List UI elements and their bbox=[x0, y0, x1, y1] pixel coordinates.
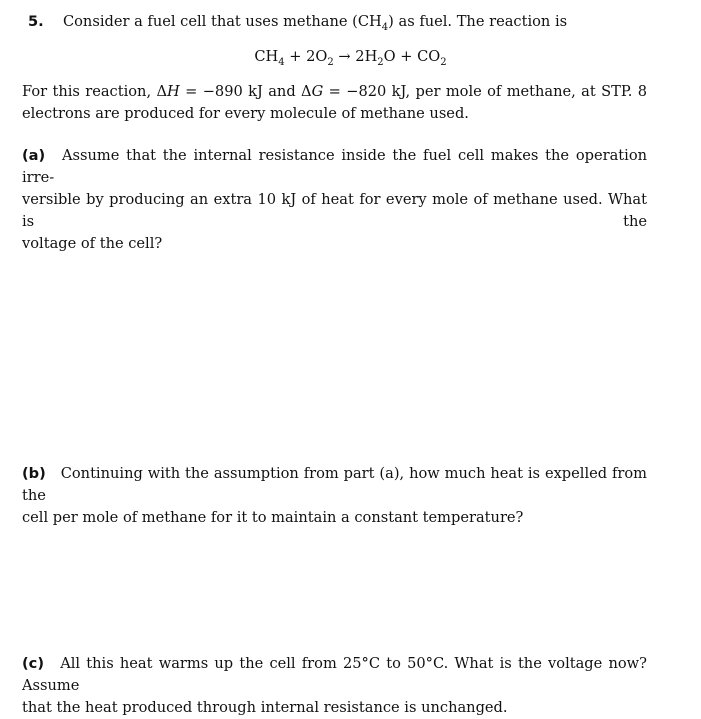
part-b-text-1: Continuing with the assumption from part (a), how much heat is expelled from the bbox=[22, 465, 648, 504]
given-gibbs-symbol: G bbox=[311, 83, 324, 100]
part-a-line-2: versible by producing an extra 10 kJ of heat for every mole of methane used. What is the bbox=[22, 191, 647, 230]
given-line-1 bbox=[22, 81, 647, 103]
part-a-text-1: Assume that the internal resistance inside the fuel cell makes the operation irre- bbox=[22, 147, 648, 186]
given-text-a: For this reaction, Δ bbox=[22, 83, 167, 100]
part-b-label: (b) bbox=[22, 465, 46, 482]
part-c-label: (c) bbox=[22, 655, 44, 672]
part-c bbox=[22, 653, 647, 719]
given-text-b: = −890 kJ and Δ bbox=[179, 83, 312, 100]
given-enthalpy-symbol: H bbox=[167, 83, 180, 100]
reaction-equation bbox=[0, 46, 701, 68]
part-c-line-2: that the heat produced through internal resistance is unchanged. bbox=[22, 699, 508, 716]
part-b-line-1 bbox=[22, 463, 647, 507]
eq-o-co: O + CO bbox=[383, 48, 441, 65]
eq-arrow: → bbox=[333, 48, 356, 65]
eq-ch: CH bbox=[254, 48, 279, 65]
given-line-2: electrons are produced for every molecule of methane used. bbox=[22, 105, 469, 122]
part-c-text-1: All this heat warms up the cell from 25°C to 50°C. What is the voltage now? Assume bbox=[22, 655, 647, 694]
problem-intro-line bbox=[28, 11, 648, 33]
eq-sub-4: 4 bbox=[278, 56, 285, 68]
part-a-label: (a) bbox=[22, 147, 46, 164]
part-a-line-3: voltage of the cell? bbox=[22, 235, 163, 252]
problem-number: 5. bbox=[28, 13, 44, 30]
given-text-c: = −820 kJ, per mole of methane, at STP. 8 bbox=[323, 83, 647, 100]
eq-o2: + 2O bbox=[284, 48, 328, 65]
problem-intro: Consider a fuel cell that uses methane (CH bbox=[62, 13, 382, 30]
problem-intro-subscript: 4 bbox=[381, 21, 389, 33]
problem-header bbox=[28, 11, 648, 33]
problem-intro-tail: ) as fuel. The reaction is bbox=[388, 13, 568, 30]
part-a bbox=[22, 145, 647, 255]
eq-sub-2a: 2 bbox=[327, 56, 334, 68]
part-b bbox=[22, 463, 647, 529]
part-a-line-1 bbox=[22, 145, 647, 189]
eq-sub-2b: 2 bbox=[377, 56, 384, 68]
given-data bbox=[22, 81, 647, 125]
eq-sub-2c: 2 bbox=[440, 56, 447, 68]
eq-h2: 2H bbox=[355, 48, 378, 65]
part-c-line-1 bbox=[22, 653, 647, 697]
part-b-line-2: cell per mole of methane for it to maintain a constant temperature? bbox=[22, 509, 524, 526]
